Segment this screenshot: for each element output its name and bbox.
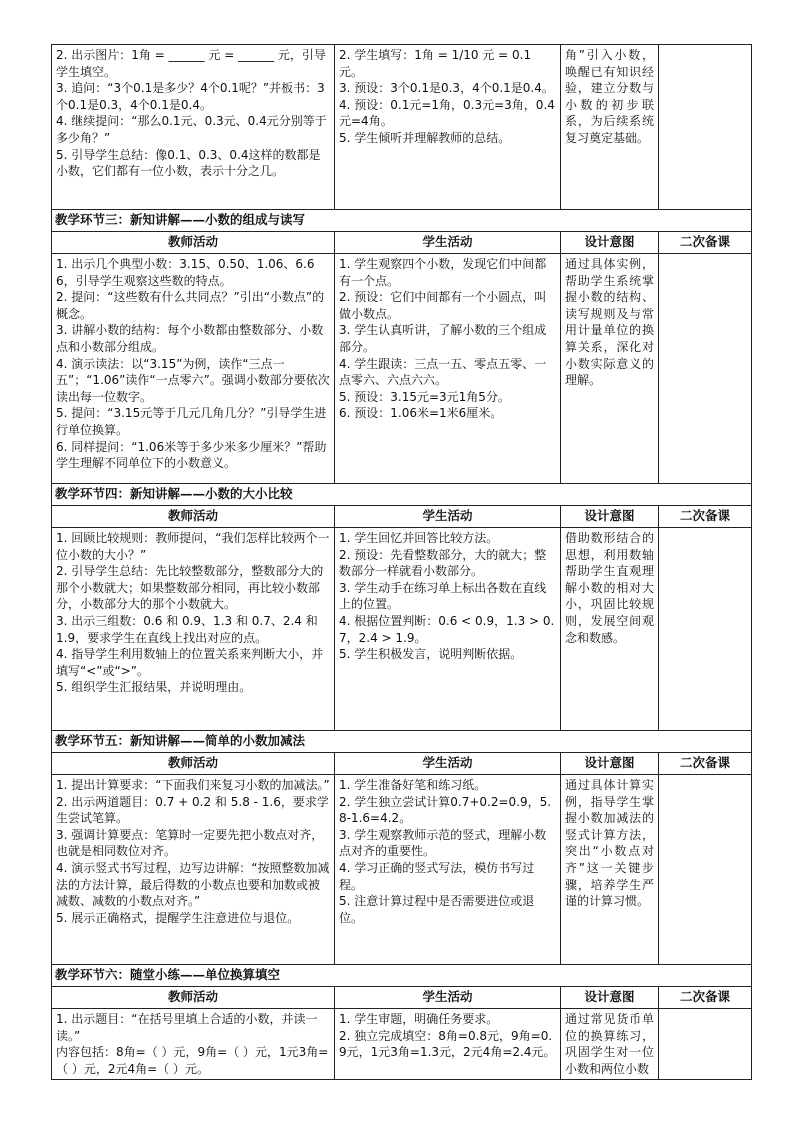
revision-notes-cell [659, 1009, 752, 1080]
teacher-activity-cell [52, 775, 335, 965]
design-intent-cell: 通过具体计算实例，指导学生掌握小数加减法的竖式计算方法，突出“小数点对齐”这一关键步骤，培养学生严谨的计算习惯。 [561, 775, 659, 965]
student-activity-item: 4. 学习正确的竖式写法，模仿书写过程。 [339, 860, 535, 892]
revision-notes-cell [659, 775, 752, 965]
carryover-student-item: 3. 预设：3个0.1是0.3，4个0.1是0.4。 [339, 81, 554, 96]
section-title: 教学环节三：新知讲解——小数的组成与读写 [52, 210, 752, 232]
teacher-activity-item: 4. 演示读法：以“3.15”为例，读作“三点一五”；“1.06”读作“一点零六”。强调小数部分要依次读出每一位数字。 [56, 356, 330, 404]
student-activity-item: 3. 学生动手在练习单上标出各数在直线上的位置。 [339, 580, 547, 612]
teacher-activity-cell [52, 1009, 335, 1080]
section-title: 教学环节四：新知讲解——小数的大小比较 [52, 484, 752, 506]
section-body-row [52, 775, 752, 965]
teacher-activity-item: 3. 出示三组数：0.6 和 0.9、1.3 和 0.7、2.4 和 1.9，要求学生在直线上找出对应的点。 [56, 613, 318, 645]
student-activity-cell [335, 775, 561, 965]
column-header-row [52, 232, 752, 254]
carryover-teacher-item: 5. 引导学生总结：像0.1、0.3、0.4这样的数都是小数，它们都有一位小数，表示十分之几。 [56, 147, 321, 179]
student-activity-cell [335, 254, 561, 484]
teacher-activity-item: 5. 展示正确格式，提醒学生注意进位与退位。 [56, 910, 300, 925]
revision-notes-cell [659, 528, 752, 731]
lesson-plan-table [51, 44, 752, 1080]
design-intent-cell: 借助数形结合的思想，利用数轴帮助学生直观理解小数的相对大小，巩固比较规则，发展空间观念和数感。 [561, 528, 659, 731]
student-activity-item: 1. 学生准备好笔和练习纸。 [339, 778, 487, 792]
carryover-student-item: 4. 预设：0.1元=1角，0.3元=3角，0.4元=4角。 [339, 97, 555, 129]
student-activity-item: 2. 独立完成填空：8角=0.8元，9角=0.9元，1元3角=1.3元，2元4角=2.4元。 [339, 1028, 556, 1060]
teacher-activity-item: 4. 指导学生利用数轴上的位置关系来判断大小，并填写“<”或“>”。 [56, 647, 324, 678]
carryover-student-item: 2. 学生填写：1角 = 1/10 元 = 0.1 元。 [339, 48, 532, 79]
header-revision-notes: 二次备课 [659, 753, 752, 775]
section-body-row [52, 1009, 752, 1080]
carryover-student-cell [335, 45, 561, 210]
header-revision-notes: 二次备课 [659, 506, 752, 528]
student-activity-cell [335, 528, 561, 731]
teacher-activity-item: 1. 提出计算要求：“下面我们来复习小数的加减法。” [56, 778, 330, 792]
teacher-activity-cell [52, 254, 335, 484]
section-title-row [52, 210, 752, 232]
student-activity-item: 2. 学生独立尝试计算0.7+0.2=0.9，5.8-1.6=4.2。 [339, 794, 552, 826]
section-title-row [52, 731, 752, 753]
carryover-notes-cell [659, 45, 752, 210]
student-activity-item: 5. 学生积极发言，说明判断依据。 [339, 647, 523, 662]
student-activity-item: 1. 学生审题，明确任务要求。 [339, 1012, 499, 1026]
teacher-activity-item: 6. 同样提问：“1.06米等于多少米多少厘米？”帮助学生理解不同单位下的小数意义。 [56, 439, 327, 471]
header-student-activity: 学生活动 [335, 753, 561, 775]
carryover-teacher-item: 2. 出示图片：1角 = ______ 元 = ______ 元，引导学生填空。 [56, 48, 326, 79]
teacher-activity-item: 2. 提问：“这些数有什么共同点？”引出“小数点”的概念。 [56, 290, 325, 321]
carryover-student-item: 5. 学生倾听并理解教师的总结。 [339, 130, 511, 145]
teacher-activity-item: 1. 出示几个典型小数：3.15、0.50、1.06、6.66，引导学生观察这些数的特点。 [56, 257, 315, 288]
header-student-activity: 学生活动 [335, 987, 561, 1009]
student-activity-item: 5. 注意计算过程中是否需要进位或退位。 [339, 894, 535, 925]
header-teacher-activity: 教师活动 [52, 506, 335, 528]
carryover-intent-cell: 角”引入小数，唤醒已有知识经验，建立分数与小数的初步联系，为后续系统复习奠定基础。 [561, 45, 659, 210]
carryover-teacher-item: 4. 继续提问：“那么0.1元、0.3元、0.4元分别等于多少角？” [56, 114, 327, 145]
teacher-activity-item: 4. 演示竖式书写过程，边写边讲解：“按照整数加减法的方法计算，最后得数的小数点也要和加数或被减数、减数的小数点对齐。” [56, 860, 330, 909]
header-student-activity: 学生活动 [335, 232, 561, 254]
student-activity-item: 3. 学生认真听讲，了解小数的三个组成部分。 [339, 323, 547, 354]
header-design-intent: 设计意图 [561, 753, 659, 775]
design-intent-cell: 通过具体实例，帮助学生系统掌握小数的结构、读写规则及与常用计量单位的换算关系，深化对小数实际意义的理解。 [561, 254, 659, 484]
header-teacher-activity: 教师活动 [52, 232, 335, 254]
teacher-activity-item: 1. 回顾比较规则：教师提问，“我们怎样比较两个一位小数的大小？” [56, 531, 330, 562]
column-header-row [52, 987, 752, 1009]
column-header-row [52, 753, 752, 775]
section-body-row [52, 254, 752, 484]
design-intent-cell: 通过常见货币单位的换算练习，巩固学生对一位小数和两位小数 [561, 1009, 659, 1080]
student-activity-item: 1. 学生观察四个小数，发现它们中间都有一个点。 [339, 257, 547, 288]
teacher-activity-cell [52, 528, 335, 731]
section-title-row [52, 965, 752, 987]
teacher-activity-item: 5. 组织学生汇报结果，并说明理由。 [56, 680, 252, 695]
student-activity-item: 2. 预设：它们中间都有一个小圆点，叫做小数点。 [339, 290, 547, 321]
column-header-row [52, 506, 752, 528]
student-activity-item: 1. 学生回忆并回答比较方法。 [339, 531, 499, 545]
teacher-activity-item: 1. 出示题目：“在括号里填上合适的小数，并读一读。” [56, 1012, 318, 1043]
section-title: 教学环节五：新知讲解——简单的小数加减法 [52, 731, 752, 753]
teacher-activity-item: 3. 强调计算要点：笔算时一定要先把小数点对齐，也就是相同数位对齐。 [56, 827, 324, 859]
student-activity-item: 5. 预设：3.15元=3元1角5分。 [339, 389, 510, 404]
revision-notes-cell [659, 254, 752, 484]
header-student-activity: 学生活动 [335, 506, 561, 528]
student-activity-cell [335, 1009, 561, 1080]
section-body-row [52, 528, 752, 731]
teacher-activity-item: 2. 出示两道题目：0.7 + 0.2 和 5.8 - 1.6，要求学生尝试笔算。 [56, 794, 329, 826]
header-revision-notes: 二次备课 [659, 987, 752, 1009]
student-activity-item: 6. 预设：1.06米=1米6厘米。 [339, 406, 503, 421]
teacher-activity-item: 2. 引导学生总结：先比较整数部分，整数部分大的那个小数就大；如果整数部分相同，再比较小数部分，小数部分大的那个小数就大。 [56, 564, 324, 612]
teacher-activity-item: 3. 讲解小数的结构：每个小数都由整数部分、小数点和小数部分组成。 [56, 323, 324, 354]
header-teacher-activity: 教师活动 [52, 987, 335, 1009]
section-title-row [52, 484, 752, 506]
header-design-intent: 设计意图 [561, 987, 659, 1009]
teacher-activity-item: 内容包括：8角=（ ）元，9角=（ ）元，1元3角=（ ）元，2元4角=（ ）元。 [56, 1045, 329, 1076]
header-revision-notes: 二次备课 [659, 232, 752, 254]
header-design-intent: 设计意图 [561, 506, 659, 528]
section-title: 教学环节六：随堂小练——单位换算填空 [52, 965, 752, 987]
carryover-teacher-item: 3. 追问：“3个0.1是多少？4个0.1呢？”并板书：3个0.1是0.3，4个0.1是0.4。 [56, 81, 325, 112]
student-activity-item: 3. 学生观察教师示范的竖式，理解小数点对齐的重要性。 [339, 827, 547, 859]
carryover-teacher-cell [52, 45, 335, 210]
student-activity-item: 4. 学生跟读：三点一五、零点五零、一点零六、六点六六。 [339, 356, 547, 388]
student-activity-item: 2. 预设：先看整数部分，大的就大；整数部分一样就看小数部分。 [339, 547, 547, 579]
student-activity-item: 4. 根据位置判断：0.6 < 0.9，1.3 > 0.7，2.4 > 1.9。 [339, 613, 555, 645]
header-teacher-activity: 教师活动 [52, 753, 335, 775]
carryover-row [52, 45, 752, 210]
teacher-activity-item: 5. 提问：“3.15元等于几元几角几分？”引导学生进行单位换算。 [56, 406, 327, 437]
header-design-intent: 设计意图 [561, 232, 659, 254]
